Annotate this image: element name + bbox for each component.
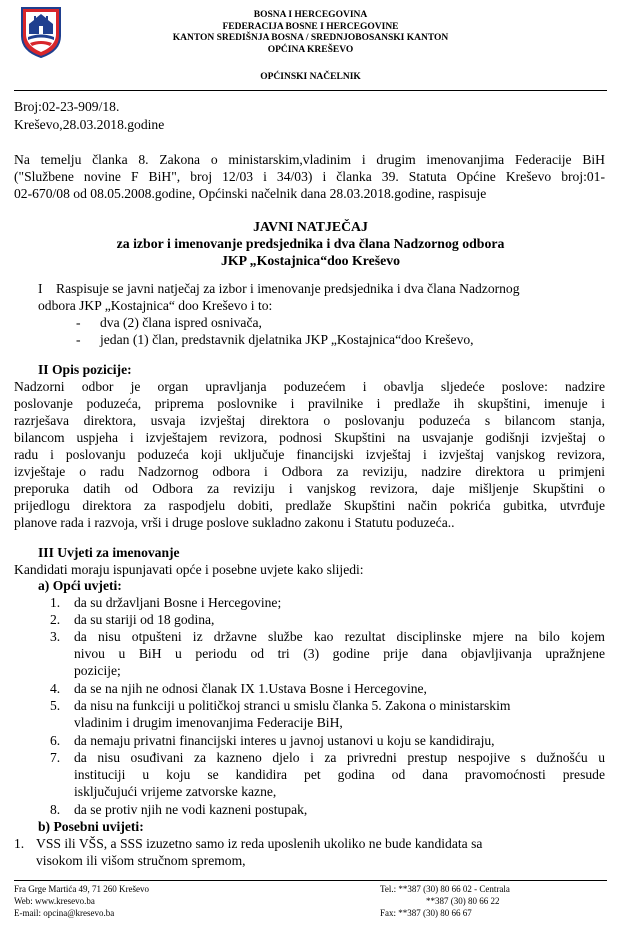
footer-tel-2: **387 (30) 80 66 22 <box>426 896 500 906</box>
list-item: instituciji u koju se kandidira pet godina od dana pravomoćnosti presude <box>74 767 605 782</box>
doc-title: JAVNI NATJEČAJ <box>253 219 368 234</box>
intro-line: ("Službene novine F BiH", broj 12/03 i 34/03) i članka 39. Statuta Općine Kreševo broj:01- <box>14 169 605 184</box>
list-item: da nisu otpušteni iz državne službe kao rezultat disciplinske mjere na bilo kojem <box>74 629 605 644</box>
bullet-dash: - <box>76 332 81 347</box>
section-2-line: poslovanje poduzeća, priprema poslovnike i pravilnike i predlaže ih skupštini, imenuje i <box>14 396 605 411</box>
section-2-line: prijedlogu direktora za raspodjelu dobiti, predlaže Skupštini način pokrića gubitka, utvrđuje <box>14 498 605 513</box>
list-item: isključujući vrijeme zatvorske kazne, <box>74 784 277 799</box>
section-1-text: Raspisuje se javni natječaj za izbor i imenovanje predsjednika i dva člana Nadzornog <box>56 281 520 296</box>
list-item: da nemaju privatni financijski interes u javnoj ustanovi u koju se kandidiraju, <box>74 733 495 748</box>
list-item: visokom ili višom stručnom spremom, <box>36 853 246 868</box>
doc-number: Broj:02-23-909/18. <box>14 99 120 114</box>
section-2-line: izvještaje o radu Nadzornog odbora i Odbora za reviziju, nadzire direktora u primjeni <box>14 464 605 479</box>
list-number: 3. <box>50 629 61 644</box>
list-number: 5. <box>50 698 61 713</box>
doc-place-date: Kreševo,28.03.2018.godine <box>14 117 165 132</box>
section-2-line: bilancom uspjeha i izvještajem revizora, podnosi Skupštini na usvajanje godišnji izvještaj o <box>14 430 605 445</box>
section-1-bullet: jedan (1) član, predstavnik djelatnika JKP „Kostajnica“doo Kreševo, <box>100 332 474 347</box>
header-line-1: BOSNA I HERCEGOVINA <box>253 10 368 20</box>
doc-subtitle: JKP „Kostajnica“doo Kreševo <box>220 253 401 268</box>
list-number: 2. <box>50 612 61 627</box>
list-number: 4. <box>50 681 61 696</box>
general-conditions-label: a) Opći uvjeti: <box>38 578 122 593</box>
list-item: da se na njih ne odnosi članak IX 1.Ustava Bosne i Hercegovine, <box>74 681 427 696</box>
section-2-line: planove rada i razvoja, vrši i druge poslove sukladno zakonu i Statutu poduzeća.. <box>14 515 455 530</box>
section-2-line: razrješava direktora, usvaja izvještaj direktora o poslovanju poduzeća s bilancom stanja, <box>14 413 605 428</box>
footer-divider <box>14 880 607 881</box>
list-item: nivou u BiH u periodu od tri (3) godine prije dana objavljivanja upražnjene <box>74 646 605 661</box>
footer-address: Fra Grge Martića 49, 71 260 Kreševo <box>14 884 150 894</box>
list-item: pozicije; <box>74 663 121 678</box>
header-line-4: OPĆINA KREŠEVO <box>267 44 354 55</box>
list-item: VSS ili VŠS, a SSS izuzetno samo iz reda uposlenih ukoliko ne bude kandidata sa <box>36 836 483 851</box>
list-number: 8. <box>50 802 61 817</box>
list-item: da nisu osuđivani za kazneno djelo i za privredni prestup nespojive s dužnošću u <box>74 750 605 765</box>
section-3-intro: Kandidati moraju ispunjavati opće i posebne uvjete kako slijedi: <box>14 562 364 577</box>
header-line-2: FEDERACIJA BOSNE I HERCEGOVINE <box>222 21 399 32</box>
list-item: da nisu na funkciji u političkoj stranci u smislu članka 5. Zakona o ministarskim <box>74 698 511 713</box>
list-number: 1. <box>50 595 61 610</box>
section-2-line: preporuka datih od Odbora za reviziju i vanjskog revizora, daje mišljenje Skupštini o <box>14 481 605 496</box>
doc-subtitle: za izbor i imenovanje predsjednika i dva člana Nadzornog odbora <box>116 236 505 251</box>
section-1-number: I <box>38 281 43 296</box>
list-number: 1. <box>14 836 25 851</box>
header-divider <box>14 90 607 91</box>
header-line-3: KANTON SREDIŠNJA BOSNA / SREDNJOBOSANSKI KANTON <box>172 33 449 43</box>
section-3-heading: III Uvjeti za imenovanje <box>38 545 180 560</box>
footer-email: E-mail: opcina@kresevo.ba <box>14 908 115 918</box>
section-1-bullet: dva (2) člana ispred osnivača, <box>100 315 262 330</box>
section-2-heading: II Opis pozicije: <box>38 362 132 377</box>
header-office: OPĆINSKI NAČELNIK <box>260 72 361 82</box>
list-number: 6. <box>50 733 61 748</box>
section-2-line: radu i poslovanju poduzeća koji uključuje financijski izvještaj i izvještaj vanjskog revizora, <box>14 447 605 462</box>
footer-fax: Fax: **387 (30) 80 66 67 <box>380 908 472 918</box>
section-1-text: odbora JKP „Kostajnica“ doo Kreševo i to: <box>38 298 273 313</box>
bullet-dash: - <box>76 315 81 330</box>
footer-web: Web: www.kresevo.ba <box>14 896 95 906</box>
list-item: da se protiv njih ne vodi kazneni postupak, <box>74 802 308 817</box>
list-item: da su stariji od 18 godina, <box>74 612 215 627</box>
footer-tel: Tel.: **387 (30) 80 66 02 - Centrala <box>380 884 510 894</box>
special-conditions-label: b) Posebni uvijeti: <box>38 819 144 834</box>
intro-line: Na temelju članka 8. Zakona o ministarskim,vladinim i drugim imenovanjima Federacije BiH <box>14 152 605 167</box>
section-2-line: Nadzorni odbor je organ upravljanja poduzećem i obavlja sljedeće poslove: nadzire <box>14 379 605 394</box>
intro-line: 02-670/08 od 08.05.2008.godine, Općinski načelnik dana 28.03.2018.godine, raspisuje <box>14 186 487 201</box>
list-item: da su državljani Bosne i Hercegovine; <box>74 595 282 610</box>
list-item: vladinim i drugim imenovanjima Federacije BiH, <box>74 715 343 730</box>
list-number: 7. <box>50 750 61 765</box>
